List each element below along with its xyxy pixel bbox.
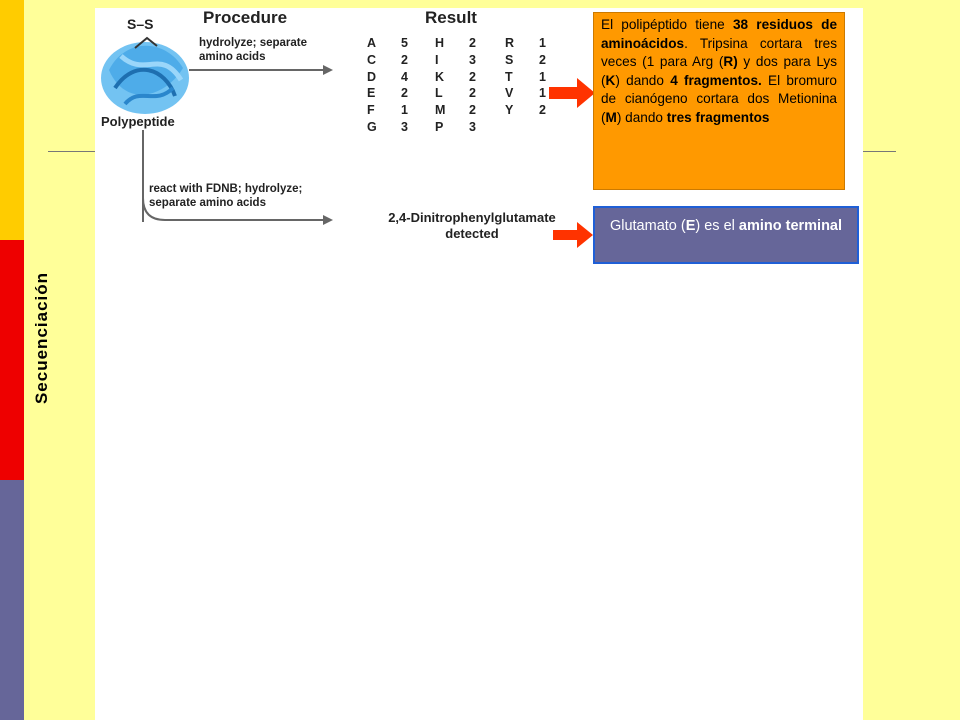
step-fdnb-text: react with FDNB; hydrolyze; separate amino acids xyxy=(149,183,303,209)
arrow-right-icon-blue xyxy=(553,222,593,248)
amino-acid-row: D 4 xyxy=(367,69,408,84)
trypsin-explanation-box: El polipéptido tiene 38 residuos de aminoácidos. Tripsina cortara tres veces (1 para Arg (R) y dos para Lys (K) dando 4 fragmentos. El bromuro de cianógeno cortara dos Metionina (M) dando tres fragmentos xyxy=(593,12,845,190)
amino-acid-row: R 1 xyxy=(505,36,546,50)
divider-line-right xyxy=(860,151,896,152)
amino-acid-row: K 2 xyxy=(435,69,476,84)
disulfide-label: S–S xyxy=(127,16,154,32)
result-heading: Result xyxy=(425,8,477,27)
amino-acid-row: Y 2 xyxy=(505,103,546,118)
amino-acid-row: T 1 xyxy=(505,69,546,84)
amino-acid-row: F 1 xyxy=(367,103,408,118)
amino-acid-row: L 2 xyxy=(435,86,476,101)
amino-acid-row: V 1 xyxy=(505,86,546,101)
amino-acid-row: E 2 xyxy=(367,86,408,101)
amino-acid-row: S 2 xyxy=(505,52,546,67)
side-bar-purple xyxy=(0,480,24,720)
amino-terminal-box: Glutamato (E) es el amino terminal xyxy=(593,206,859,264)
slide-title-vertical: Secuenciación xyxy=(32,271,51,405)
polypeptide-label: Polypeptide xyxy=(101,114,175,129)
divider-line-left xyxy=(48,151,96,152)
amino-acid-column-1 xyxy=(367,35,408,136)
procedure-heading: Procedure xyxy=(203,8,288,27)
amino-acid-row: H 2 xyxy=(435,36,476,50)
amino-acid-column-2 xyxy=(435,35,476,136)
slide-content xyxy=(95,8,863,720)
amino-acid-column-3 xyxy=(505,35,546,119)
protein-structure-icon xyxy=(101,38,189,114)
amino-acid-row: A 5 xyxy=(367,36,408,50)
amino-acid-row: C 2 xyxy=(367,52,408,67)
step-hydrolyze-text: hydrolyze; separate amino acids xyxy=(199,37,308,63)
amino-acid-row: G 3 xyxy=(367,119,408,134)
amino-acid-row: I 3 xyxy=(435,52,476,67)
arrow-right-icon-orange xyxy=(549,78,595,108)
amino-acid-row: P 3 xyxy=(435,119,476,134)
dnp-glutamate-result: 2,4-Dinitrophenylglutamate detected xyxy=(388,210,556,241)
side-bar-red xyxy=(0,240,24,480)
amino-acid-row: M 2 xyxy=(435,103,476,118)
side-bar-yellow xyxy=(0,0,24,240)
